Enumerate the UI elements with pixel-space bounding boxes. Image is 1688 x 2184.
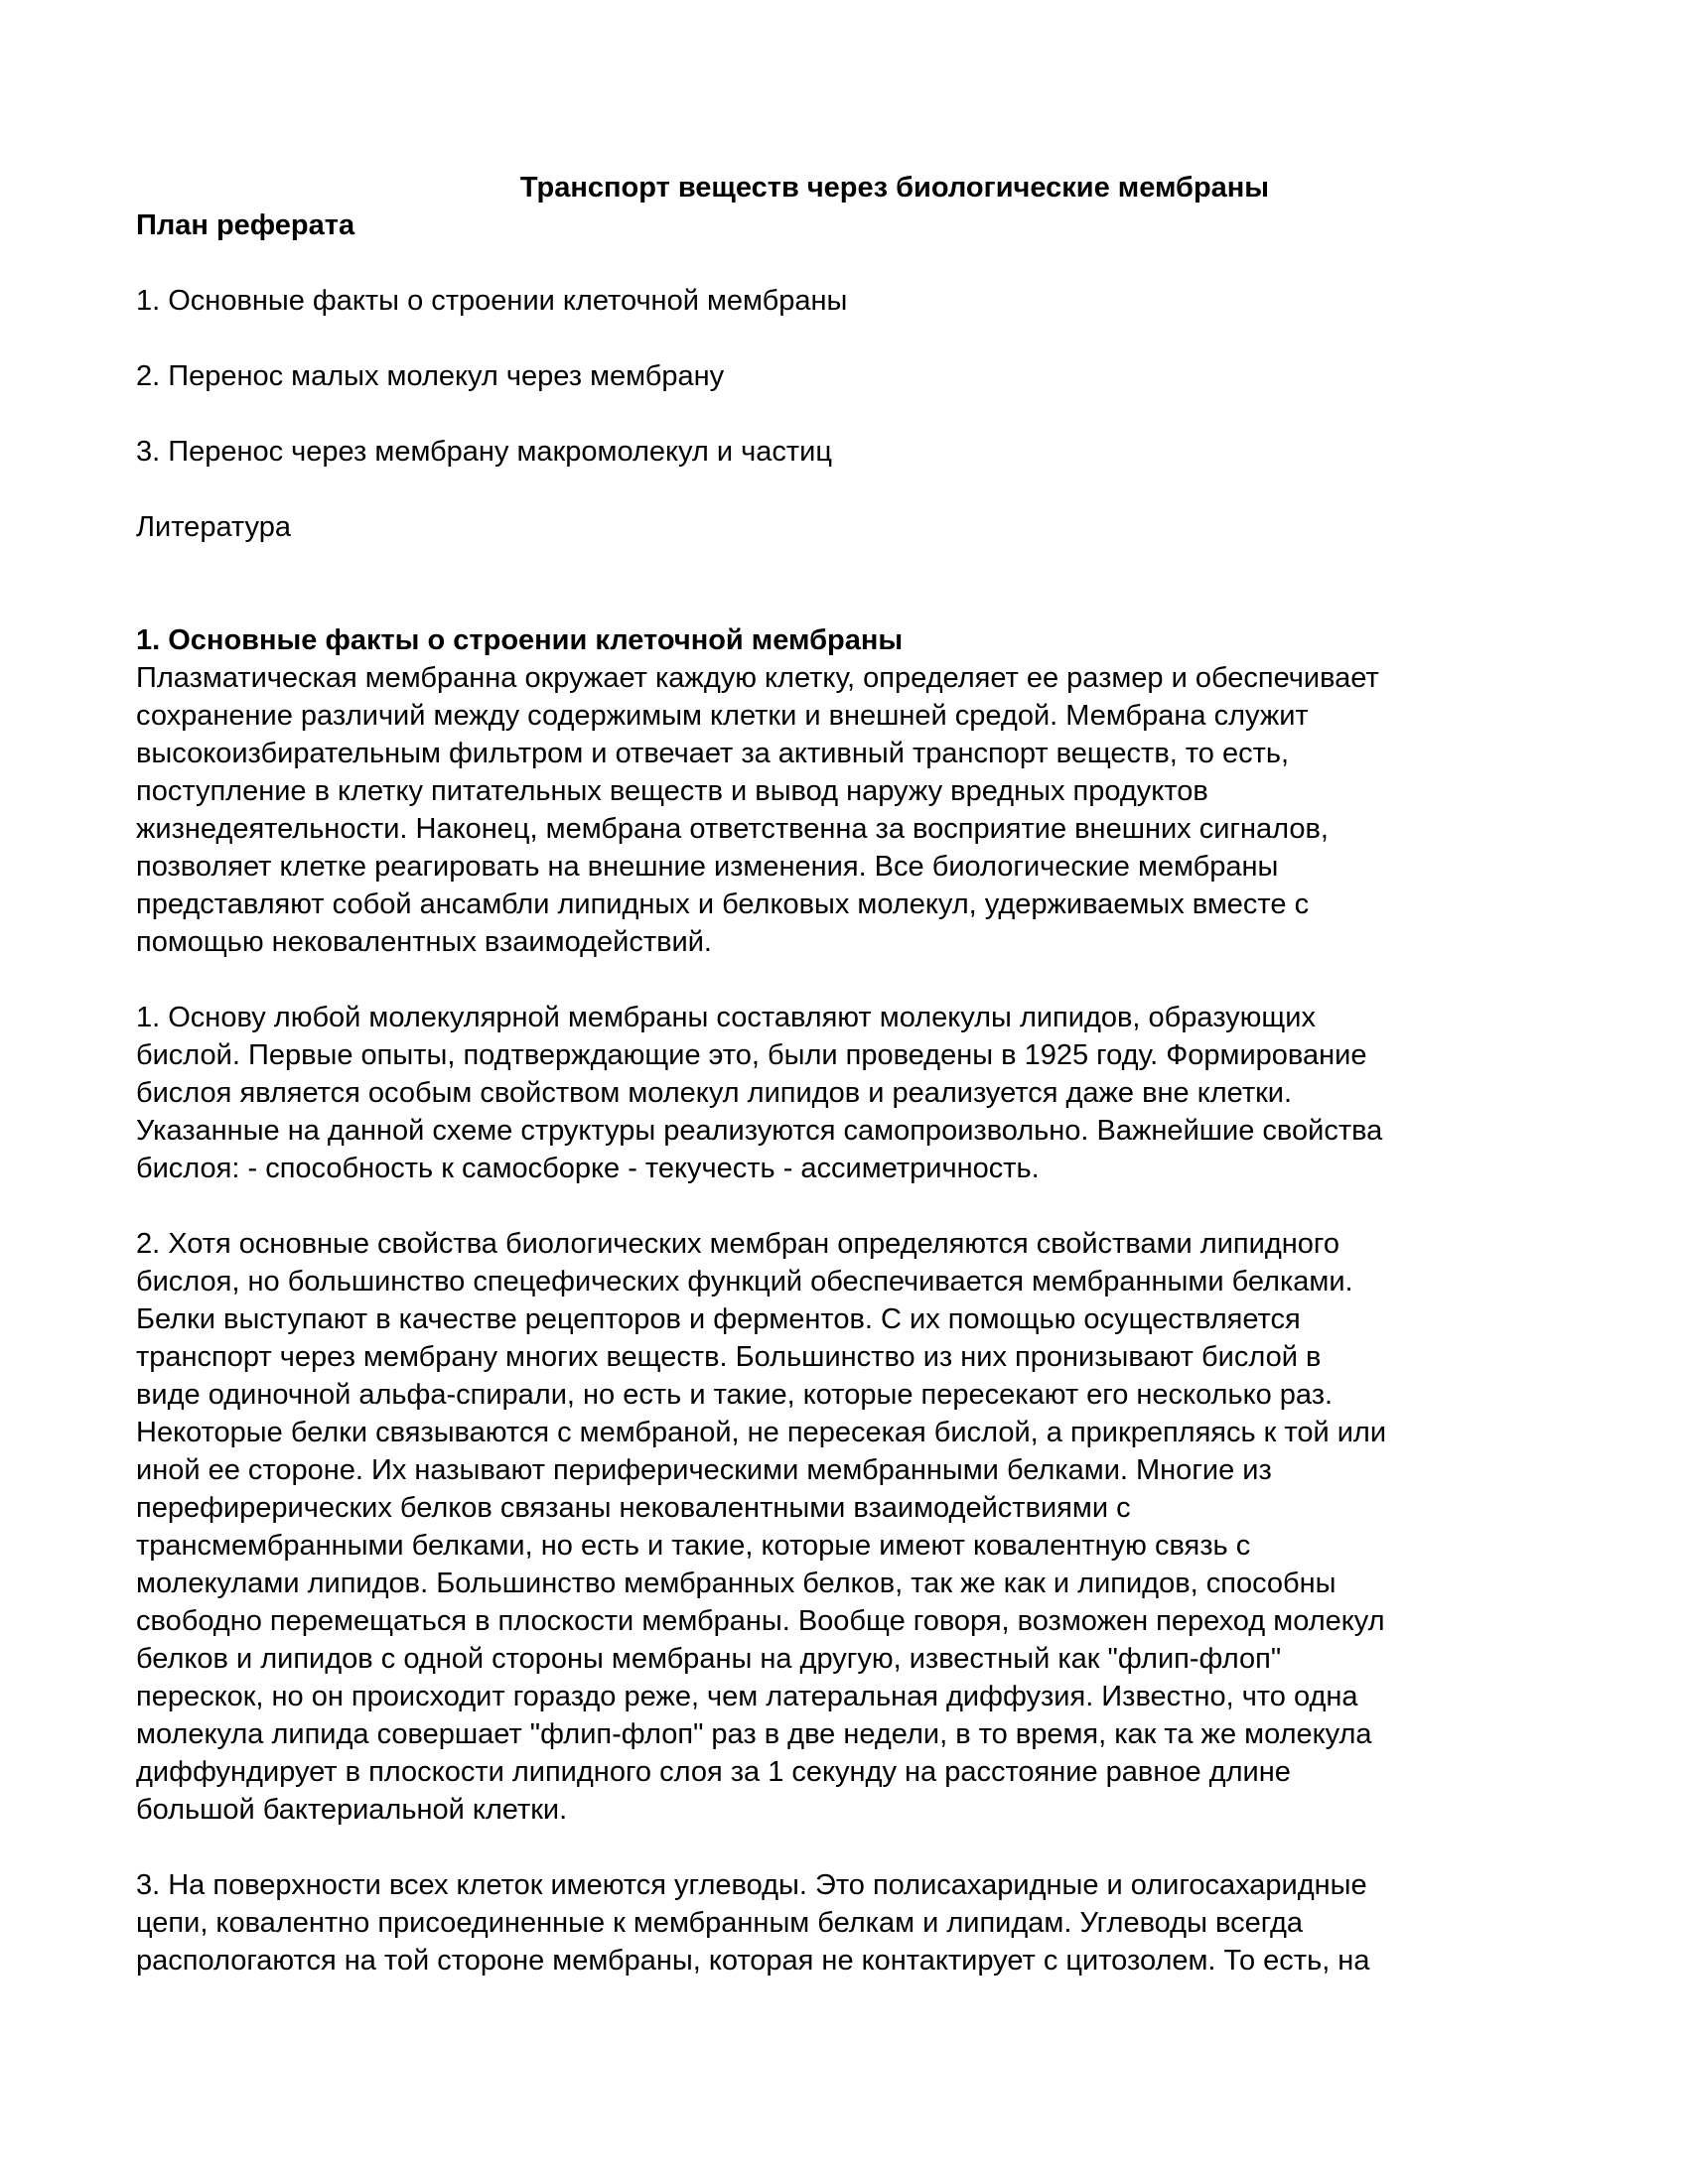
paragraph-line: трансмембранными белками, но есть и такие, которые имеют ковалентную связь с [136, 1530, 1251, 1562]
paragraph-line: бислоя: - способность к самосборке - текучесть - ассиметричность. [136, 1153, 1040, 1184]
paragraph-line: белков и липидов с одной стороны мембраны на другую, известный как "флип-флоп" [136, 1643, 1282, 1675]
plan-heading: План реферата [136, 209, 355, 241]
paragraph [136, 659, 1566, 961]
paragraph-line: 1. Основу любой молекулярной мембраны составляют молекулы липидов, образующих [136, 1002, 1316, 1033]
paragraph-line: Белки выступают в качестве рецепторов и ферментов. С их помощью осуществляется [136, 1303, 1301, 1335]
paragraph-line: иной ее стороне. Их называют периферическими мембранными белками. Многие из [136, 1454, 1272, 1486]
paragraph-line: высокоизбирательным фильтром и отвечает за активный транспорт веществ, то есть, [136, 738, 1290, 769]
section-body [136, 659, 1566, 1979]
paragraph-line: жизнедеятельности. Наконец, мембрана ответственна за восприятие внешних сигналов, [136, 813, 1329, 845]
paragraph-line: 2. Хотя основные свойства биологических мембран определяются свойствами липидного [136, 1228, 1339, 1260]
paragraph-line: бислоя, но большинство спецефических функций обеспечивается мембранными белками. [136, 1266, 1353, 1297]
plan-item: 2. Перенос малых молекул через мембрану [136, 360, 725, 392]
paragraph [136, 1866, 1566, 1979]
paragraph-line: представляют собой ансамбли липидных и белковых молекул, удерживаемых вместе с [136, 888, 1310, 920]
paragraph-line: Плазматическая мембранна окружает каждую клетку, определяет ее размер и обеспечивает [136, 662, 1379, 694]
paragraph-line: перефирерических белков связаны нековалентными взаимодействиями с [136, 1492, 1131, 1524]
paragraph-line: бислой. Первые опыты, подтверждающие это, были проведены в 1925 году. Формирование [136, 1039, 1367, 1071]
paragraph-line: молекула липида совершает "флип-флоп" раз в две недели, в то время, как та же молекула [136, 1718, 1372, 1750]
paragraph-line: распологаются на той стороне мембраны, которая не контактирует с цитозолем. То есть, на [136, 1945, 1370, 1977]
paragraph-line: свободно перемещаться в плоскости мембраны. Вообще говоря, возможен переход молекул [136, 1605, 1385, 1637]
paragraph [136, 999, 1566, 1187]
paragraph-line: поступление в клетку питательных веществ и вывод наружу вредных продуктов [136, 775, 1208, 807]
paragraph-line: цепи, ковалентно присоединенные к мембранным белкам и липидам. Углеводы всегда [136, 1907, 1304, 1939]
paragraph-line: помощью нековалентных взаимодействий. [136, 926, 712, 958]
plan-list [136, 282, 1566, 546]
paragraph-line: бислоя является особым свойством молекул липидов и реализуется даже вне клетки. [136, 1077, 1293, 1109]
paragraph-line: диффундирует в плоскости липидного слоя за 1 секунду на расстояние равное длине [136, 1756, 1291, 1788]
document-page [136, 169, 1566, 1979]
paragraph-line: большой бактериальной клетки. [136, 1794, 568, 1826]
paragraph-line: перескок, но он происходит гораздо реже, чем латеральная диффузия. Известно, что одна [136, 1681, 1358, 1712]
plan-item-literature: Литература [136, 511, 291, 543]
plan-item: 3. Перенос через мембрану макромолекул и частиц [136, 436, 832, 468]
paragraph-line: сохранение различий между содержимым клетки и внешней средой. Мембрана служит [136, 700, 1309, 732]
paragraph-line: виде одиночной альфа-спирали, но есть и такие, которые пересекают его несколько раз. [136, 1379, 1334, 1411]
paragraph-line: Указанные на данной схеме структуры реализуются самопроизвольно. Важнейшие свойства [136, 1115, 1383, 1147]
paragraph-line: 3. На поверхности всех клеток имеются углеводы. Это полисахаридные и олигосахаридные [136, 1869, 1367, 1901]
document-title: Транспорт веществ через биологические мембраны [519, 172, 1270, 204]
paragraph-line: транспорт через мембрану многих веществ. Большинство из них пронизывают бислой в [136, 1341, 1322, 1373]
paragraph-line: Некоторые белки связываются с мембраной, не пересекая бислой, а прикрепляясь к той или [136, 1417, 1387, 1448]
paragraph [136, 1225, 1566, 1829]
paragraph-line: позволяет клетке реагировать на внешние изменения. Все биологические мембраны [136, 851, 1279, 883]
section-heading: 1. Основные факты о строении клеточной мембраны [136, 624, 904, 656]
plan-item: 1. Основные факты о строении клеточной мембраны [136, 285, 848, 317]
paragraph-line: молекулами липидов. Большинство мембранных белков, так же как и липидов, способны [136, 1568, 1336, 1599]
